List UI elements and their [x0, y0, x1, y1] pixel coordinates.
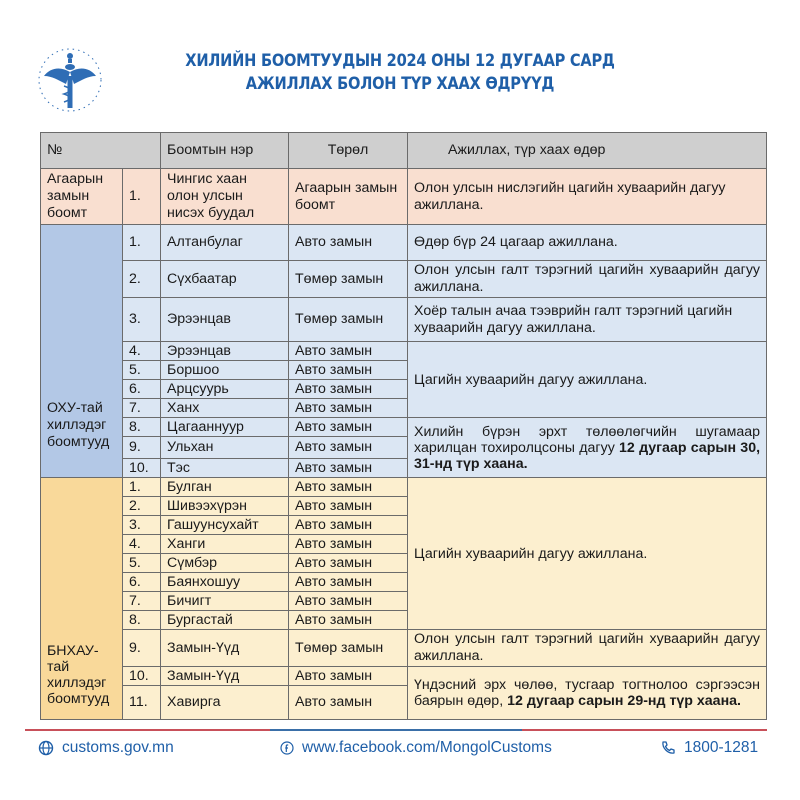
table-row — [41, 261, 767, 298]
port-name: Эрээнцав — [161, 342, 289, 361]
table-row — [41, 298, 767, 342]
port-name: Замын-Үүд — [161, 630, 289, 667]
row-number: 2. — [123, 497, 161, 516]
page-title — [185, 50, 615, 96]
port-name: Баянхошуу — [161, 573, 289, 592]
port-name: Цагааннуур — [161, 418, 289, 437]
port-name: Сүхбаатар — [161, 261, 289, 298]
row-number: 9. — [123, 437, 161, 459]
table-row — [41, 342, 767, 361]
row-number: 8. — [123, 611, 161, 630]
phone-number[interactable]: 1800-1281 — [684, 739, 759, 756]
port-name: Ханги — [161, 535, 289, 554]
port-type: Авто замын — [289, 611, 408, 630]
port-type: Авто замын — [289, 342, 408, 361]
port-type: Авто замын — [289, 399, 408, 418]
port-type: Авто замын — [289, 437, 408, 459]
phone-icon — [660, 740, 676, 756]
row-number: 1. — [123, 225, 161, 261]
port-name: Замын-Үүд — [161, 667, 289, 686]
row-number: 7. — [123, 399, 161, 418]
port-name: Арцсуурь — [161, 380, 289, 399]
port-type: Авто замын — [289, 516, 408, 535]
facebook-icon — [280, 741, 294, 755]
port-type: Авто замын — [289, 497, 408, 516]
row-number: 5. — [123, 554, 161, 573]
table-row — [41, 667, 767, 686]
port-type: Авто замын — [289, 418, 408, 437]
table-row — [41, 630, 767, 667]
port-name: Шивээхүрэн — [161, 497, 289, 516]
column-header-schedule: Ажиллах, түр хаах өдөр — [408, 133, 767, 169]
schedule-closure-date: 12 дугаар сарын 29-нд түр хаана. — [507, 693, 741, 709]
row-number: 4. — [123, 342, 161, 361]
column-header-port-name: Боомтын нэр — [161, 133, 289, 169]
row-number: 6. — [123, 573, 161, 592]
schedule: Олон улсын нислэгийн цагийн хуваарийн дагуу ажиллана. — [408, 169, 767, 225]
schedule-merged: Цагийн хуваарийн дагуу ажиллана. — [408, 342, 767, 418]
footer-facebook[interactable] — [280, 739, 552, 757]
port-name: Хавирга — [161, 686, 289, 720]
table-row — [41, 169, 767, 225]
row-number: 3. — [123, 516, 161, 535]
schedule-closure-date: 12 дугаар сарын 30, 31-нд түр хаана. — [414, 439, 761, 472]
schedule-merged — [408, 418, 767, 478]
port-name: Тэс — [161, 459, 289, 478]
row-number: 7. — [123, 592, 161, 611]
footer-website[interactable] — [38, 739, 174, 757]
group-label-air: Агаарын замын боомт — [41, 169, 123, 225]
schedule-merged: Цагийн хуваарийн дагуу ажиллана. — [408, 478, 767, 630]
schedule-text: Үндэсний эрх чөлөө, тусгаар тогтнолоо сэргээсэн баярын өдөр, — [414, 677, 761, 709]
port-type: Авто замын — [289, 686, 408, 720]
port-name: Бичигт — [161, 592, 289, 611]
row-number: 10. — [123, 667, 161, 686]
group-label-russia: ОХУ-тай хиллэдэг боомтууд — [41, 225, 123, 478]
table-header-row — [41, 133, 767, 169]
port-name: Боршоо — [161, 361, 289, 380]
row-number: 1. — [123, 478, 161, 497]
row-number: 1. — [123, 169, 161, 225]
port-type: Авто замын — [289, 380, 408, 399]
port-type: Авто замын — [289, 573, 408, 592]
schedule: Өдөр бүр 24 цагаар ажиллана. — [408, 225, 767, 261]
row-number: 10. — [123, 459, 161, 478]
schedule: Хоёр талын ачаа тээврийн галт тэрэгний цагийн хуваарийн дагуу ажиллана. — [408, 298, 767, 342]
port-name: Ульхан — [161, 437, 289, 459]
port-type: Төмөр замын — [289, 261, 408, 298]
table-row — [41, 225, 767, 261]
port-type: Авто замын — [289, 592, 408, 611]
port-type: Авто замын — [289, 361, 408, 380]
facebook-link[interactable]: www.facebook.com/MongolCustoms — [302, 739, 552, 756]
row-number: 9. — [123, 630, 161, 667]
title-line-1: ХИЛИЙН БООМТУУДЫН 2024 ОНЫ 12 ДУГААР САРД — [185, 51, 615, 71]
footer-phone[interactable] — [660, 739, 758, 757]
schedule: Олон улсын галт тэрэгний цагийн хуваарийн дагуу ажиллана. — [408, 261, 767, 298]
globe-icon — [38, 740, 54, 756]
website-link[interactable]: customs.gov.mn — [62, 739, 174, 756]
row-number: 11. — [123, 686, 161, 720]
port-type: Авто замын — [289, 225, 408, 261]
schedule: Олон улсын галт тэрэгний цагийн хуваарийн дагуу ажиллана. — [408, 630, 767, 667]
row-number: 6. — [123, 380, 161, 399]
port-name: Ханх — [161, 399, 289, 418]
table-row — [41, 478, 767, 497]
port-type: Агаарын замын боомт — [289, 169, 408, 225]
port-name: Булган — [161, 478, 289, 497]
row-number: 3. — [123, 298, 161, 342]
port-type: Төмөр замын — [289, 630, 408, 667]
row-number: 5. — [123, 361, 161, 380]
row-number: 4. — [123, 535, 161, 554]
port-type: Авто замын — [289, 459, 408, 478]
border-ports-table — [40, 132, 767, 720]
customs-logo-icon — [36, 36, 104, 128]
port-name: Эрээнцав — [161, 298, 289, 342]
port-name: Алтанбулаг — [161, 225, 289, 261]
title-line-2: АЖИЛЛАХ БОЛОН ТҮР ХААХ ӨДРҮҮД — [245, 74, 555, 94]
schedule-text: Хилийн бүрэн эрхт төлөөлөгчийн шугамаар харилцан тохиролцсоны дагуу — [414, 423, 761, 456]
port-name: Чингис хаан олон улсын нисэх буудал — [161, 169, 289, 225]
schedule-merged — [408, 667, 767, 720]
port-type: Авто замын — [289, 554, 408, 573]
port-type: Авто замын — [289, 478, 408, 497]
port-name: Бургастай — [161, 611, 289, 630]
footer-divider — [25, 729, 767, 731]
column-header-number: № — [41, 133, 161, 169]
port-name: Гашуунсухайт — [161, 516, 289, 535]
port-type: Авто замын — [289, 535, 408, 554]
row-number: 8. — [123, 418, 161, 437]
port-type: Авто замын — [289, 667, 408, 686]
column-header-type: Төрөл — [289, 133, 408, 169]
port-type: Төмөр замын — [289, 298, 408, 342]
table-row — [41, 418, 767, 437]
group-label-china: БНХАУ-тай хиллэдэг боомтууд — [41, 478, 123, 720]
row-number: 2. — [123, 261, 161, 298]
port-name: Сүмбэр — [161, 554, 289, 573]
